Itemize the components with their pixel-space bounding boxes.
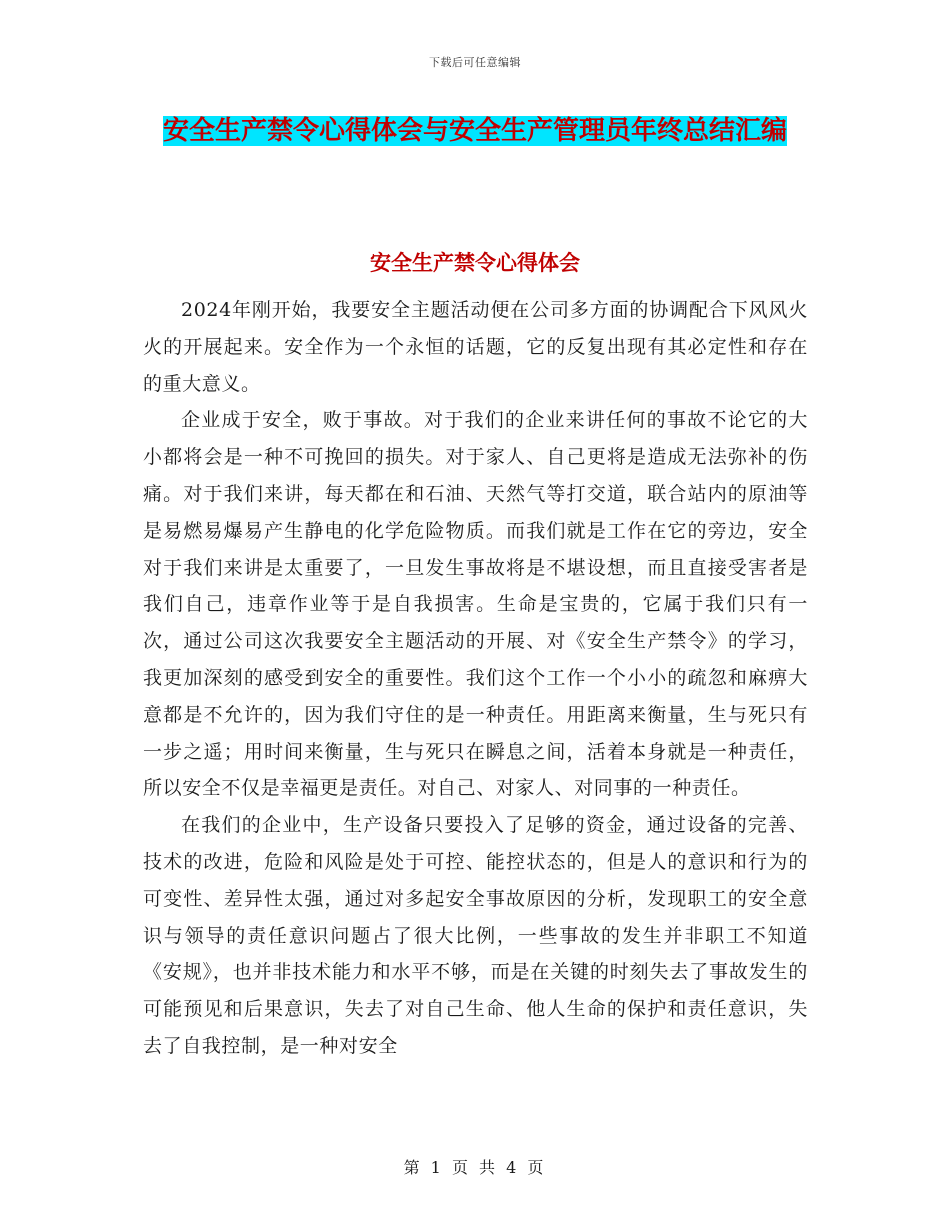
paragraph: 企业成于安全，败于事故。对于我们的企业来讲任何的事故不论它的大小都将会是一种不可挽回的损失。对于家人、自己更将是造成无法弥补的伤痛。对于我们来讲，每天都在和石油、天然气等打交道，联合站内的原油等是易燃易爆易产生静电的化学危险物质。而我们就是工作在它的旁边，安全对于我们来讲是太重要了，一旦发生事故将是不堪设想，而且直接受害者是我们自己，违章作业等于是自我损害。生命是宝贵的，它属于我们只有一次，通过公司这次我要安全主题活动的开展、对《安全生产禁令》的学习，我更加深刻的感受到安全的重要性。我们这个工作一个小小的疏忽和麻痹大意都是不允许的，因为我们守住的是一种责任。用距离来衡量，生与死只有一步之遥；用时间来衡量，生与死只在瞬息之间，活着本身就是一种责任，所以安全不仅是幸福更是责任。对自己、对家人、对同事的一种责任。: [143, 409, 808, 800]
page-number: 第 1 页 共 4 页: [403, 1158, 547, 1177]
document-title-text: 安全生产禁令心得体会与安全生产管理员年终总结汇编: [162, 116, 787, 146]
document-title: [145, 108, 805, 154]
paragraph: 2024年刚开始，我要安全主题活动便在公司多方面的协调配合下风风火火的开展起来。安全作为一个永恒的话题，它的反复出现有其必定性和存在的重大意义。: [143, 299, 808, 395]
body-text: [143, 292, 808, 1065]
section-title: 安全生产禁令心得体会: [370, 251, 580, 275]
paragraph: 在我们的企业中，生产设备只要投入了足够的资金，通过设备的完善、技术的改进，危险和风险是处于可控、能控状态的，但是人的意识和行为的可变性、差异性太强，通过对多起安全事故原因的分析，发现职工的安全意识与领导的责任意识问题占了很大比例，一些事故的发生并非职工不知道《安规》，也并非技术能力和水平不够，而是在关键的时刻失去了事故发生的可能预见和后果意识，失去了对自己生命、他人生命的保护和责任意识，失去了自我控制，是一种对安全: [143, 814, 808, 1057]
header-note: 下载后可任意编辑: [429, 56, 521, 69]
